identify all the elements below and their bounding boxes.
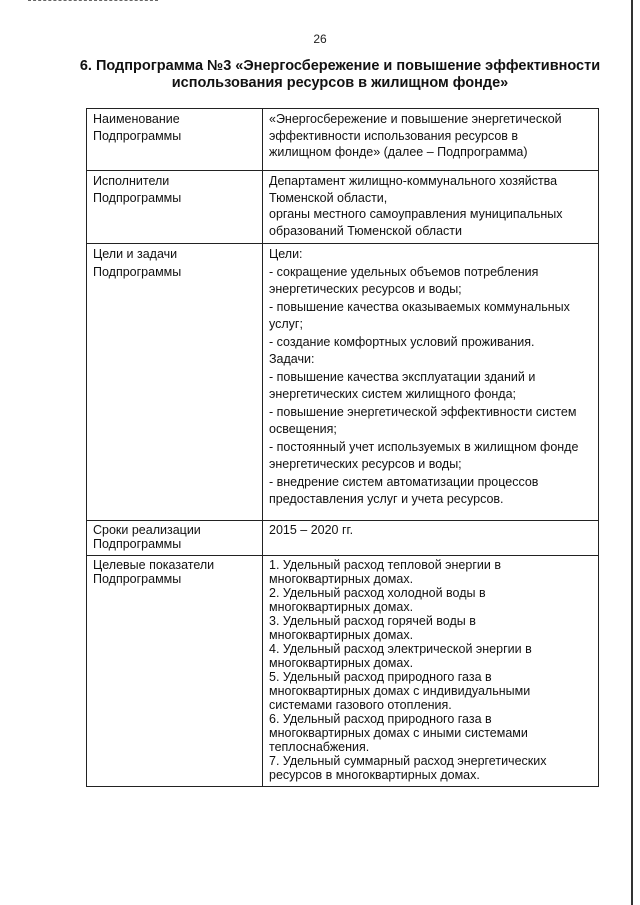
value-line: освещения; (269, 422, 337, 436)
section-title-line: использования ресурсов в жилищном фонде» (171, 75, 509, 91)
value-line: - сокращение удельных объемов потребления (269, 264, 539, 279)
scan-page-edge (631, 0, 633, 905)
value-line: - создание комфортных условий проживания. (269, 334, 535, 349)
row-label-goals (87, 244, 263, 521)
subprogram-passport-table (86, 108, 599, 787)
value-line: - постоянный учет используемых в жилищном фонде (269, 439, 579, 454)
value-line: - повышение качества эксплуатации зданий и (269, 369, 536, 384)
value-line: многоквартирных домах с иными системами (269, 726, 528, 740)
label-line: Подпрограммы (93, 537, 182, 551)
value-line: 1. Удельный расход тепловой энергии в (269, 558, 501, 572)
value-line: системами газового отопления. (269, 698, 452, 712)
value-line: - внедрение систем автоматизации процессов (269, 474, 539, 489)
value-line: многоквартирных домах. (269, 600, 414, 614)
value-line: 5. Удельный расход природного газа в (269, 670, 492, 684)
value-line: жилищном фонде» (далее – Подпрограмма) (269, 145, 528, 159)
label-line: Подпрограммы (93, 128, 182, 143)
value-line: предоставления услуг и учета ресурсов. (269, 492, 504, 506)
value-line: теплоснабжения. (269, 740, 370, 754)
value-line: - повышение энергетической эффективности систем (269, 404, 577, 419)
value-line: Департамент жилищно-коммунального хозяйства (269, 174, 558, 188)
row-value-indicators (263, 556, 599, 787)
value-line: 7. Удельный суммарный расход энергетических (269, 754, 547, 768)
value-line: - повышение качества оказываемых коммунальных (269, 299, 570, 314)
row-label-executors (87, 171, 263, 244)
table-row-indicators (87, 556, 599, 787)
label-line: Исполнители (93, 174, 170, 188)
value-line: Задачи: (269, 352, 315, 366)
value-line: энергетических ресурсов и воды; (269, 282, 462, 296)
label-line: Целевые показатели (93, 558, 215, 572)
scan-edge-mark (28, 0, 158, 3)
label-line: Наименование (93, 112, 180, 126)
value-line: Тюменской области, (269, 190, 388, 205)
table-row-executors (87, 171, 599, 244)
table-row-name (87, 109, 599, 171)
table-row-goals (87, 244, 599, 521)
value-line: органы местного самоуправления муниципальных (269, 207, 563, 221)
row-value-name (263, 109, 599, 171)
value-line: эффективности использования ресурсов в (269, 128, 519, 143)
row-label-indicators (87, 556, 263, 787)
value-line: многоквартирных домах с индивидуальными (269, 684, 531, 698)
label-line: Подпрограммы (93, 264, 182, 279)
value-line: 6. Удельный расход природного газа в (269, 712, 492, 726)
label-line: Подпрограммы (93, 572, 182, 586)
value-line: ресурсов в многоквартирных домах. (269, 768, 480, 782)
value-line: 2. Удельный расход холодной воды в (269, 586, 486, 600)
label-line: Подпрограммы (93, 190, 182, 205)
value-line: энергетических ресурсов и воды; (269, 457, 462, 471)
value-line: 2015 – 2020 гг. (269, 523, 354, 537)
page-number: 26 (313, 32, 327, 46)
value-line: многоквартирных домах. (269, 572, 414, 586)
row-value-executors (263, 171, 599, 244)
row-label-name (87, 109, 263, 171)
value-line: образований Тюменской области (269, 223, 462, 238)
value-line: Цели: (269, 247, 303, 261)
label-line: Сроки реализации (93, 523, 201, 537)
row-label-period (87, 521, 263, 556)
row-value-goals (263, 244, 599, 521)
value-line: услуг; (269, 317, 303, 331)
value-line: многоквартирных домах. (269, 656, 414, 670)
table-row-period (87, 521, 599, 556)
value-line: 3. Удельный расход горячей воды в (269, 614, 476, 628)
section-title-line: 6. Подпрограмма №3 «Энергосбережение и повышение эффективности (79, 58, 601, 74)
value-line: многоквартирных домах. (269, 628, 414, 642)
section-title (60, 58, 620, 92)
value-line: 4. Удельный расход электрической энергии в (269, 642, 532, 656)
row-value-period (263, 521, 599, 556)
value-line: энергетических систем жилищного фонда; (269, 387, 517, 401)
value-line: «Энергосбережение и повышение энергетической (269, 112, 562, 126)
label-line: Цели и задачи (93, 247, 178, 261)
